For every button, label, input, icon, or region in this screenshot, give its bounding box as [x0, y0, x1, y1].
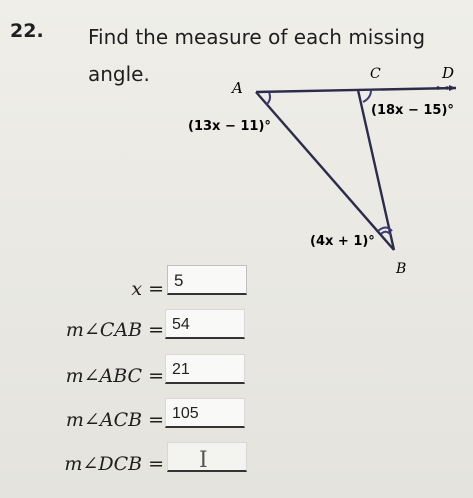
answer-box-abc[interactable]: 21	[165, 354, 245, 384]
answer-label-abc: m∠ABC =	[65, 365, 164, 387]
text-cursor-icon: I	[199, 448, 208, 473]
answer-box-dcb[interactable]	[167, 442, 247, 472]
angle-expression-b: (4x + 1)°	[310, 234, 375, 249]
angle-mark-a	[266, 92, 270, 105]
answer-box-cab[interactable]: 54	[165, 309, 245, 339]
answer-box-acb[interactable]: 105	[165, 398, 245, 428]
point-marker	[436, 86, 440, 90]
point-marker	[445, 86, 449, 90]
vertex-label-d: D	[442, 64, 455, 82]
angle-expression-a: (13x − 11)°	[188, 119, 271, 134]
ray-arrow-icon	[449, 85, 456, 91]
answer-label-x: x =	[131, 278, 164, 300]
answer-label-cab: m∠CAB =	[65, 319, 164, 341]
segment-ad	[256, 88, 456, 92]
problem-number: 22.	[10, 20, 44, 42]
answer-box-x[interactable]: 5	[167, 265, 247, 295]
angle-expression-c: (18x − 15)°	[371, 103, 454, 118]
answer-label-acb: m∠ACB =	[65, 409, 164, 431]
answer-label-dcb: m∠DCB =	[64, 453, 164, 475]
vertex-label-c: C	[370, 66, 381, 82]
vertex-label-b: B	[396, 261, 407, 277]
angle-mark-c	[363, 90, 371, 102]
problem-text: Find the measure of each missing angle.	[88, 25, 426, 86]
vertex-label-a: A	[232, 79, 243, 97]
angle-mark-b	[381, 232, 391, 235]
